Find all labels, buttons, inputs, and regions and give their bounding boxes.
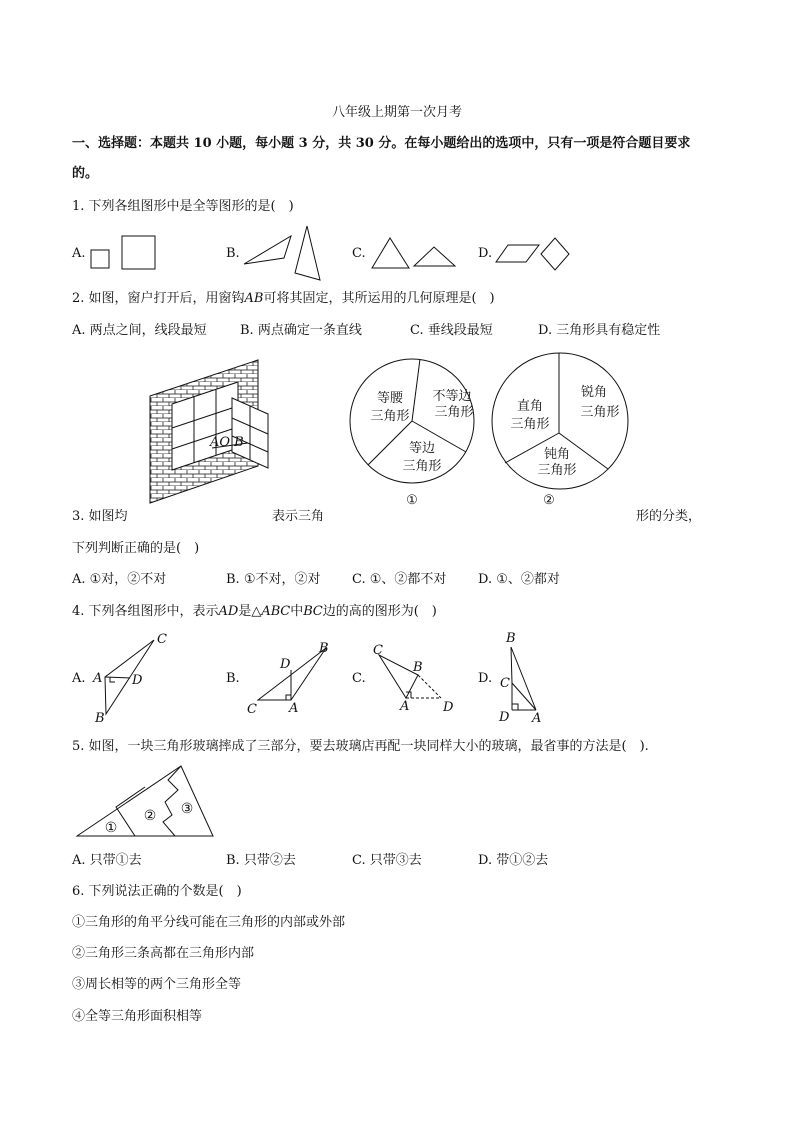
c2-bottom-line2: 三角形 xyxy=(537,463,577,478)
q5-stem: 5. 如图，一块三角形玻璃摔成了三部分，要去玻璃店再配一块同样大小的玻璃，最省事的方法是( ). xyxy=(72,739,649,754)
c2-right-line2: 三角形 xyxy=(580,405,620,420)
q2-option-a: A. 两点之间，线段最短 xyxy=(72,323,207,338)
q6-statement-2: ②三角形三条高都在三角形内部 xyxy=(72,946,255,961)
section-heading-line2: 的。 xyxy=(72,166,99,181)
q4d-label-b: B xyxy=(506,631,516,646)
q4a-label-b: B xyxy=(95,711,105,726)
q1-option-b-label: B. xyxy=(226,246,240,261)
glass-piece-3: ③ xyxy=(180,801,194,817)
q3-option-d: D. ①、②都对 xyxy=(478,572,560,587)
q3-option-c: C. ①、②都不对 xyxy=(352,572,447,587)
q4-option-a-label: A. xyxy=(72,671,86,686)
q4b-label-d: D xyxy=(280,657,291,672)
q3-option-b: B. ①不对，②对 xyxy=(226,572,321,587)
q4d-label-a: A xyxy=(532,711,542,726)
c2-right-line1: 锐角 xyxy=(580,385,608,400)
c1-left-line1: 等腰 xyxy=(376,391,404,406)
q4c-label-d: D xyxy=(443,700,454,715)
q1-option-c-label: C. xyxy=(352,246,366,261)
glass-piece-2: ② xyxy=(143,808,157,824)
c2-bottom-line1: 钝角 xyxy=(543,447,571,462)
q2-option-d: D. 三角形具有稳定性 xyxy=(538,323,661,338)
q4a-label-c: C xyxy=(157,632,167,647)
q4d-label-c: C xyxy=(500,676,510,691)
q6-statement-3: ③周长相等的两个三角形全等 xyxy=(72,977,242,992)
q4-option-c-label: C. xyxy=(352,671,366,686)
q1-option-d-label: D. xyxy=(478,246,493,261)
q3-stem-part3: 形的分类， xyxy=(636,509,702,524)
q2-option-c: C. 垂线段最短 xyxy=(410,323,493,338)
q4a-label-d: D xyxy=(132,673,143,688)
q4-option-d-label: D. xyxy=(478,671,493,686)
q5-option-b: B. 只带②去 xyxy=(226,853,296,868)
c2-left-line1: 直角 xyxy=(516,399,544,414)
q6-statement-1: ①三角形的角平分线可能在三角形的内部或外部 xyxy=(72,915,346,930)
q4a-label-a: A xyxy=(93,671,103,686)
q2-option-b: B. 两点确定一条直线 xyxy=(240,323,362,338)
q5-option-a: A. 只带①去 xyxy=(72,853,142,868)
glass-piece-1: ① xyxy=(104,820,118,836)
c1-left-line2: 三角形 xyxy=(370,409,410,424)
q1-option-a-label: A. xyxy=(72,246,86,261)
page-title: 八年级上期第一次月考 xyxy=(331,105,462,120)
c1-bottom-line2: 三角形 xyxy=(402,459,442,474)
q4c-label-a: A xyxy=(400,699,410,714)
c1-bottom-line1: 等边 xyxy=(408,441,436,456)
q4-stem: 4. 下列各组图形中，表示𝐴𝐷是△𝐴𝐵𝐶中𝐵𝐶边的高的图形为( ) xyxy=(72,604,437,619)
q3-stem-part4: 下列判断正确的是( ) xyxy=(72,541,200,556)
q1-stem: 1. 下列各组图形中是全等图形的是( ) xyxy=(72,199,294,214)
q3-option-a: A. ①对，②不对 xyxy=(72,572,167,587)
q5-option-d: D. 带①②去 xyxy=(478,853,549,868)
c2-left-line2: 三角形 xyxy=(510,417,550,432)
c1-right-line1: 不等边 xyxy=(432,389,472,404)
q2-stem: 2. 如图，窗户打开后，用窗钩𝐴𝐵可将其固定，其所运用的几何原理是( ) xyxy=(72,291,495,306)
q4c-label-c: C xyxy=(373,643,383,658)
q6-stem: 6. 下列说法正确的个数是( ) xyxy=(72,884,242,899)
q4c-label-b: B xyxy=(413,660,423,675)
q3-stem-part1: 3. 如图均 xyxy=(72,509,128,524)
q4b-label-b: B xyxy=(319,641,329,656)
c1-number: ① xyxy=(406,493,418,508)
q4b-label-a: A xyxy=(289,701,299,716)
window-hook-label: AO B xyxy=(210,435,244,450)
q4d-label-d: D xyxy=(499,710,510,725)
q4-option-b-label: B. xyxy=(226,671,240,686)
section-heading-line1: 一、选择题：本题共 10 小题，每小题 3 分，共 30 分。在每小题给出的选项中，只有一项是符合题目要求 xyxy=(72,136,691,151)
q5-option-c: C. 只带③去 xyxy=(352,853,422,868)
q6-statement-4: ④全等三角形面积相等 xyxy=(72,1009,203,1024)
c2-number: ② xyxy=(543,493,555,508)
q4b-label-c: C xyxy=(247,702,257,717)
q3-stem-part2: 表示三角 xyxy=(272,509,325,524)
c1-right-line2: 三角形 xyxy=(434,405,474,420)
